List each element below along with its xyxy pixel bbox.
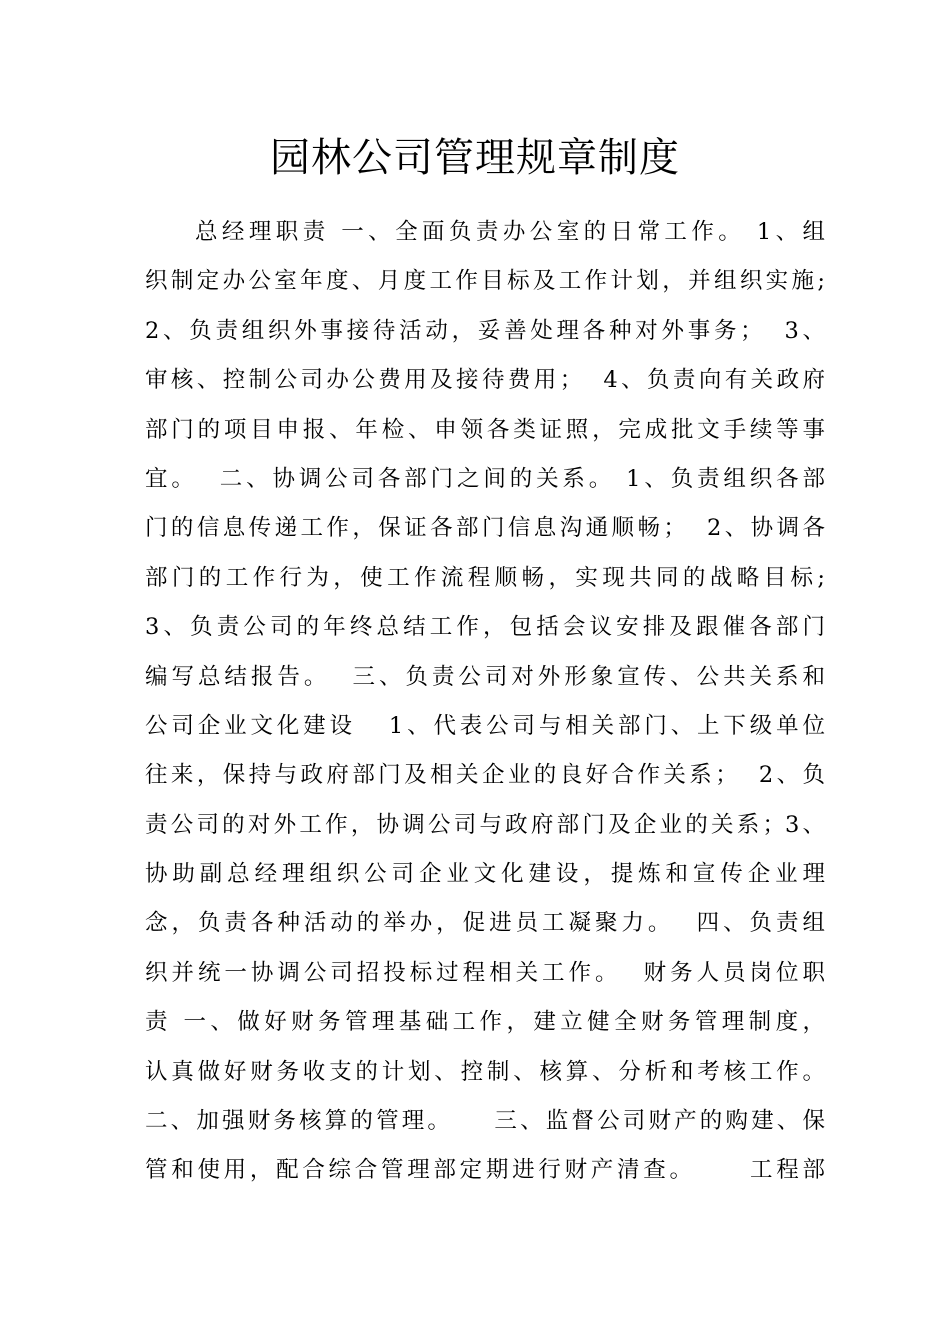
body-line-12: 往来，保持与政府部门及相关企业的良好合作关系； 2、负 (145, 762, 825, 789)
body-line-5: 部门的项目申报、年检、申领各类证照，完成批文手续等事 (145, 416, 825, 443)
body-line-19: 二、加强财务核算的管理。 三、监督公司财产的购建、保 (145, 1108, 825, 1135)
body-line-13: 责公司的对外工作，协调公司与政府部门及企业的关系；3、 (145, 811, 825, 838)
body-line-6: 宜。 二、协调公司各部门之间的关系。 1、负责组织各部 (145, 465, 825, 492)
body-line-4: 审核、控制公司办公费用及接待费用； 4、负责向有关政府 (145, 367, 825, 394)
body-line-8: 部门的工作行为，使工作流程顺畅，实现共同的战略目标; (145, 564, 825, 591)
body-line-14: 协助副总经理组织公司企业文化建设，提炼和宣传企业理 (145, 861, 825, 888)
body-line-1: 总经理职责 一、全面负责办公室的日常工作。 1、组 (195, 219, 825, 245)
body-line-3: 2、负责组织外事接待活动，妥善处理各种对外事务； 3、 (145, 317, 825, 344)
body-line-7: 门的信息传递工作，保证各部门信息沟通顺畅； 2、协调各 (145, 515, 825, 542)
document-body (145, 208, 825, 1196)
body-line-2: 织制定办公室年度、月度工作目标及工作计划，并组织实施; (145, 268, 825, 295)
body-line-17: 责 一、做好财务管理基础工作，建立健全财务管理制度， (145, 1009, 825, 1036)
body-line-9: 3、负责公司的年终总结工作，包括会议安排及跟催各部门 (145, 614, 825, 641)
body-line-15: 念，负责各种活动的举办，促进员工凝聚力。 四、负责组 (145, 910, 825, 937)
body-line-10: 编写总结报告。 三、负责公司对外形象宣传、公共关系和 (145, 663, 825, 690)
document-title: 园林公司管理规章制度 (270, 135, 680, 181)
body-line-20: 管和使用，配合综合管理部定期进行财产清查。 工程部 (145, 1157, 825, 1184)
body-line-16: 织并统一协调公司招投标过程相关工作。 财务人员岗位职 (145, 959, 825, 986)
body-line-11: 公司企业文化建设 1、代表公司与相关部门、上下级单位 (145, 712, 825, 739)
body-line-18: 认真做好财务收支的计划、控制、核算、分析和考核工作。 (145, 1058, 825, 1085)
